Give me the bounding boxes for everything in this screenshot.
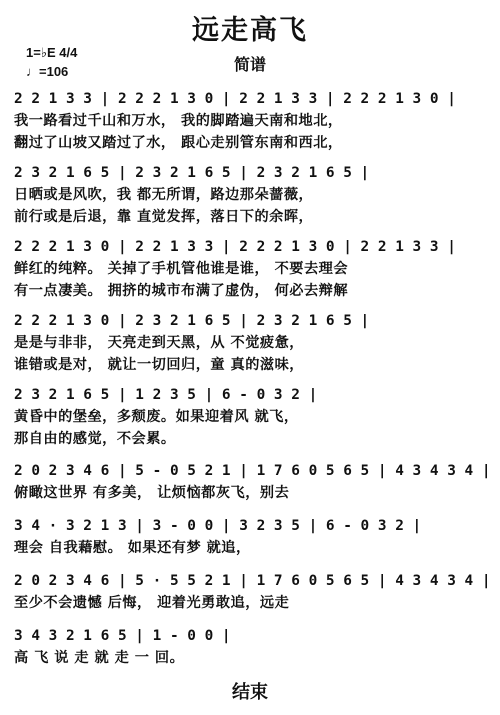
notation-line: 2 2 2 1 3 0 | 2 3 2 1 6 5 | 2 3 2 1 6 5 | <box>14 313 370 329</box>
stave-1 <box>14 88 492 154</box>
stave-6 <box>14 460 492 504</box>
notation-line: 2 2 1 3 3 | 2 2 2 1 3 0 | 2 2 1 3 3 | 2 2 2 1 3 0 | <box>14 91 456 107</box>
lyric-line: 是是与非非， 天亮走到天黑，从 不觉疲惫， <box>14 335 304 351</box>
notation-line: 2 0 2 3 4 6 | 5 - 0 5 2 1 | 1 7 6 0 5 6 5 | 4 3 4 3 4 | <box>14 463 491 479</box>
notation-line: 2 3 2 1 6 5 | 2 3 2 1 6 5 | 2 3 2 1 6 5 | <box>14 165 370 181</box>
key-signature: 1=♭E 4/4 <box>26 45 78 60</box>
lyric-line: 鲜红的纯粹。 关掉了手机管他谁是谁， 不要去理会 <box>14 261 349 277</box>
stave-3 <box>14 236 492 302</box>
stave-2 <box>14 162 492 228</box>
notation-line: 2 0 2 3 4 6 | 5 · 5 5 2 1 | 1 7 6 0 5 6 5 | 4 3 4 3 4 | <box>14 573 491 589</box>
notation-line: 3 4 3 2 1 6 5 | 1 - 0 0 | <box>14 628 231 644</box>
lyric-line: 黄昏中的堡垒，多颓废。如果迎着风 就飞， <box>14 409 299 425</box>
ending-mark: 结束 <box>232 682 268 703</box>
stave-9 <box>14 625 492 669</box>
tempo-marking: ♩=106 <box>26 64 69 79</box>
lyric-line: 谁错或是对， 就让一切回归，童 真的滋味， <box>14 357 304 373</box>
notation-line: 2 3 2 1 6 5 | 1 2 3 5 | 6 - 0 3 2 | <box>14 387 318 403</box>
lyric-line: 高 飞 说 走 就 走 一 回。 <box>14 650 185 666</box>
notation-line: 3 4 · 3 2 1 3 | 3 - 0 0 | 3 2 3 5 | 6 - 0 3 2 | <box>14 518 422 534</box>
lyric-line: 理会 自我藉慰。 如果还有梦 就追， <box>14 540 251 556</box>
lyric-line: 前行或是后退，靠 直觉发挥，落日下的余晖， <box>14 209 314 225</box>
notation-line: 2 2 2 1 3 0 | 2 2 1 3 3 | 2 2 2 1 3 0 | 2 2 1 3 3 | <box>14 239 456 255</box>
lyric-line: 日晒或是风吹，我 都无所谓，路边那朵蔷薇， <box>14 187 314 203</box>
lyric-line: 至少不会遗憾 后悔， 迎着光勇敢追，远走 <box>14 595 290 611</box>
stave-8 <box>14 570 492 614</box>
lyric-line: 翻过了山坡又踏过了水， 跟心走别管东南和西北， <box>14 135 343 151</box>
lyric-line: 那自由的感觉，不会累。 <box>14 431 176 447</box>
score-subtitle: 简谱 <box>233 55 266 74</box>
score-title: 远走高飞 <box>192 15 308 46</box>
stave-4 <box>14 310 492 376</box>
stave-7 <box>14 515 492 559</box>
lyric-line: 有一点凄美。 拥挤的城市布满了虚伪， 何必去辩解 <box>14 283 349 299</box>
stave-5 <box>14 384 492 450</box>
lyric-line: 俯瞰这世界 有多美， 让烦恼都灰飞，别去 <box>14 485 290 501</box>
lyric-line: 我一路看过千山和万水， 我的脚踏遍天南和地北， <box>14 113 343 129</box>
